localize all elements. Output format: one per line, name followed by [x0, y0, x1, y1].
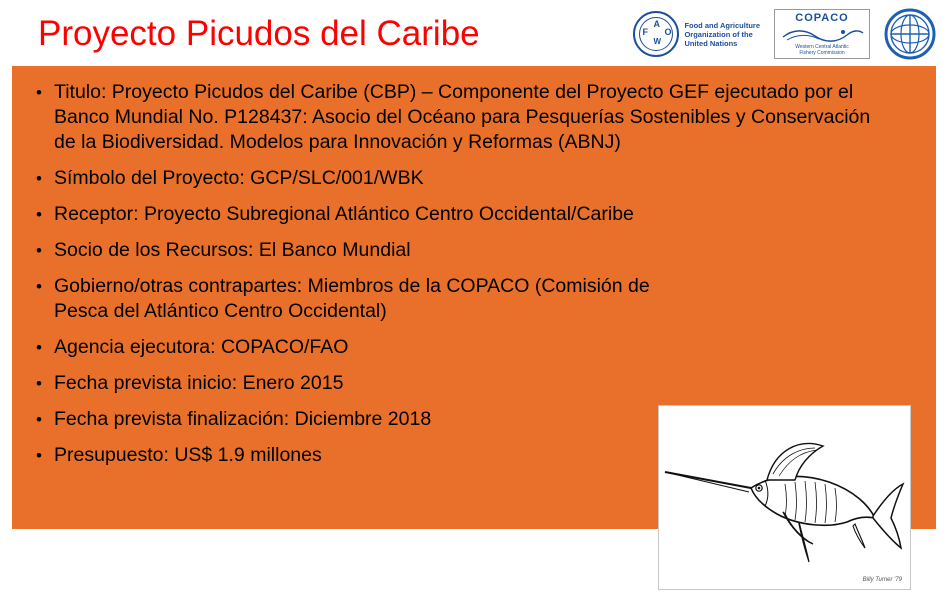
list-item: • Gobierno/otras contrapartes: Miembros de la COPACO (Comisión de Pesca del Atlántico Centro Occidental) [32, 274, 654, 324]
fao-text-line2: Organization of the [684, 29, 753, 39]
slide-header [0, 0, 948, 68]
fao-letter-o: O [664, 27, 672, 37]
copaco-logo-title: COPACO [795, 12, 849, 24]
list-item: • Agencia ejecutora: COPACO/FAO [32, 335, 916, 360]
content-panel [12, 66, 936, 583]
globe-icon [884, 8, 936, 60]
page-title: Proyecto Picudos del Caribe [38, 14, 480, 53]
fao-emblem-icon [633, 11, 679, 57]
logo-group [633, 8, 936, 60]
copaco-logo [774, 9, 870, 59]
list-item: • Fecha prevista finalización: Diciembre 2018 [32, 407, 916, 432]
copaco-sub-line2: Fishery Commission [799, 50, 845, 56]
list-item: • Titulo: Proyecto Picudos del Caribe (CBP) – Componente del Proyecto GEF ejecutado por el Banco Mundial No. P128437: Asocio del Océano para Pesquerías Sostenibles y Conservación de la Biodiversidad. Modelos para Innovación y Reformas (ABNJ) [32, 80, 874, 155]
fao-text-line1: Food and Agriculture [684, 20, 760, 30]
fao-text-line3: United Nations [684, 38, 738, 48]
list-item: • Socio de los Recursos: El Banco Mundial [32, 238, 916, 263]
marlin-drawing-icon [659, 406, 910, 589]
fao-logo [633, 11, 760, 57]
fao-letter-f: F [642, 27, 648, 37]
list-item: • Presupuesto: US$ 1.9 millones [32, 443, 916, 468]
fao-letter-w: W [653, 37, 661, 46]
marlin-illustration [658, 405, 911, 590]
list-item: • Símbolo del Proyecto: GCP/SLC/001/WBK [32, 166, 916, 191]
list-item: • Receptor: Proyecto Subregional Atlántico Centro Occidental/Caribe [32, 202, 916, 227]
fao-logo-text [684, 21, 760, 48]
copaco-wave-icon [781, 27, 865, 43]
list-item: • Fecha prevista inicio: Enero 2015 [32, 371, 916, 396]
illustration-signature: Billy Turner '79 [862, 577, 902, 583]
copaco-logo-subtitle [775, 44, 869, 56]
copaco-sub-line1: Western Central Atlantic [795, 44, 849, 50]
fao-letter-a: A [653, 19, 660, 29]
